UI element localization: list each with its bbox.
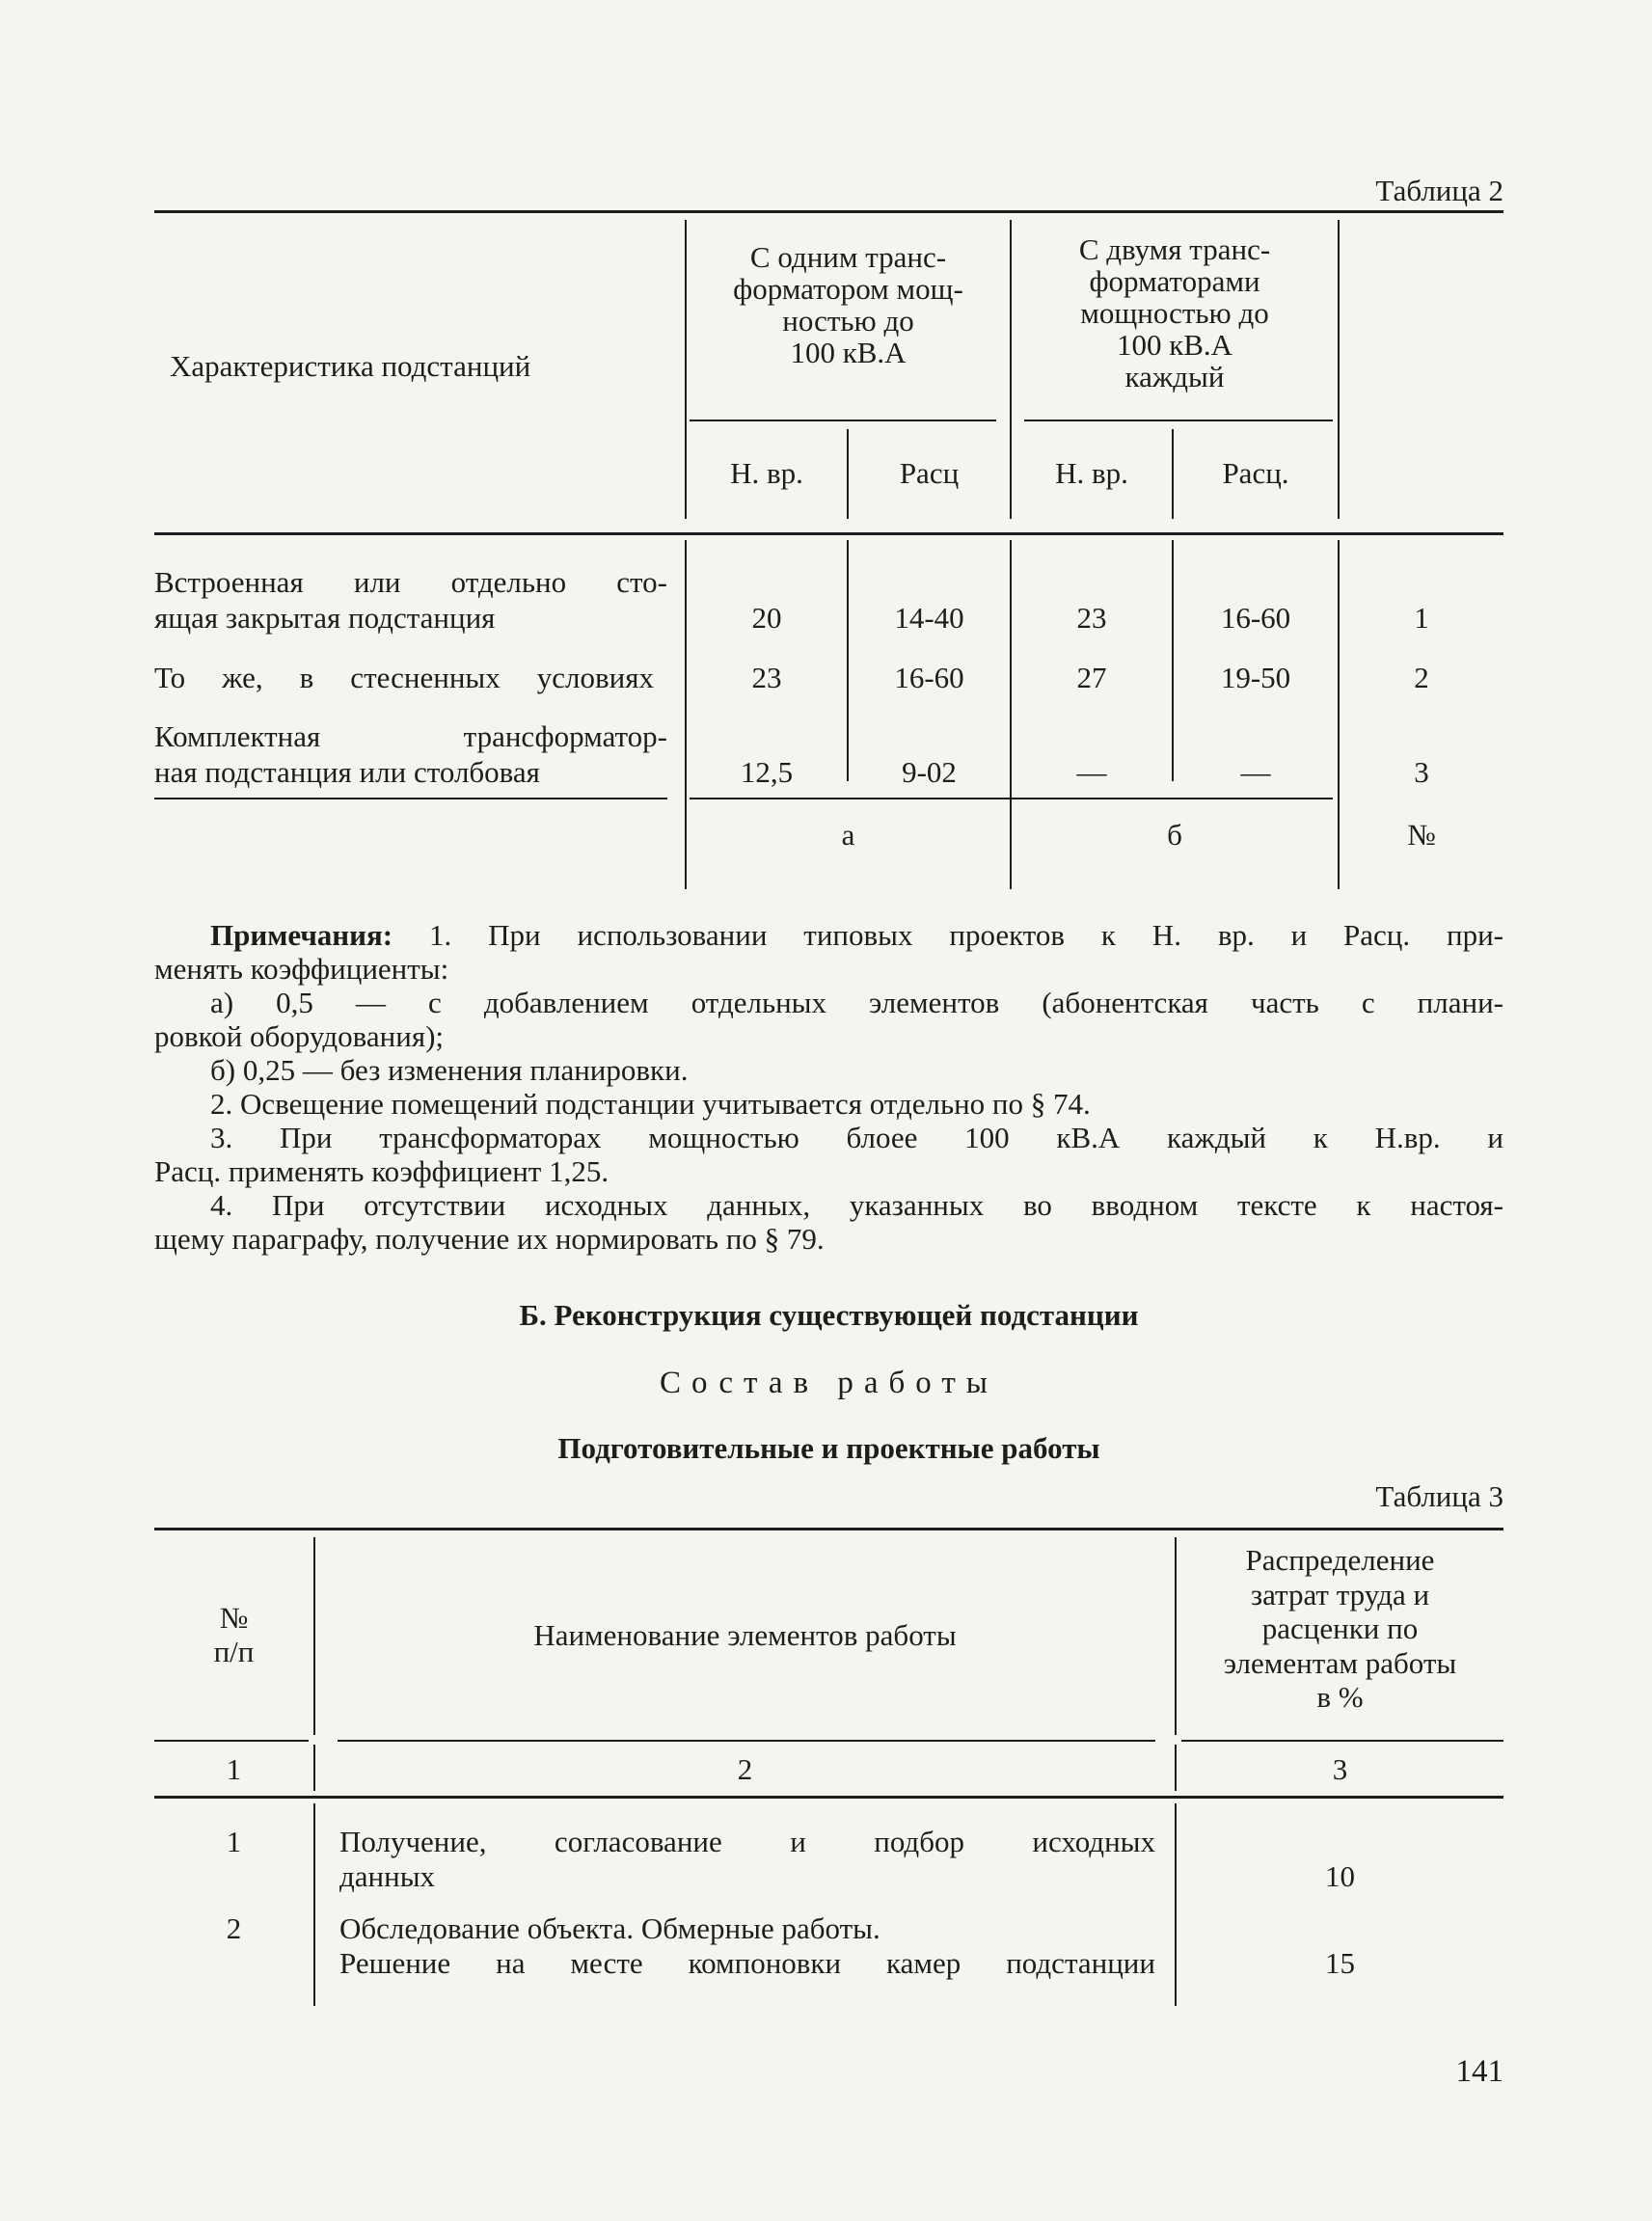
table2-column-label-number: № bbox=[1407, 818, 1436, 852]
table2-row1-nvr2: 23 bbox=[1076, 601, 1107, 635]
table2-row2-rasc1: 16-60 bbox=[894, 661, 964, 694]
table3-colnum-2: 2 bbox=[737, 1752, 753, 1786]
page-number: 141 bbox=[1455, 2054, 1503, 2089]
notes-line-7: 3. При трансформаторах мощностью блоее 100 кВ.А каждый к Н.вр. и bbox=[210, 1121, 1503, 1154]
table2-row3-nvr1: 12,5 bbox=[740, 755, 794, 789]
table2-row3-nvr2: — bbox=[1076, 755, 1107, 789]
table3-colnum-3: 3 bbox=[1332, 1752, 1348, 1786]
section-b-title: Б. Реконструкция существующей подстанции bbox=[519, 1298, 1139, 1332]
table3-row1-name-line1: Получение, согласование и подбор исходных bbox=[339, 1825, 1155, 1858]
table2-row3-number: 3 bbox=[1414, 755, 1429, 789]
table2-column-label-a: а bbox=[841, 818, 855, 852]
table2-subheader-nvr-2: Н. вр. bbox=[1055, 456, 1128, 490]
notes-line-4: ровкой оборудования); bbox=[154, 1019, 445, 1053]
table2-subheader-rasc-1: Расц bbox=[899, 456, 960, 490]
table3-row2-percent: 15 bbox=[1325, 1946, 1355, 1980]
notes-line-5: б) 0,25 — без изменения планировки. bbox=[210, 1053, 689, 1087]
table3-row1-percent: 10 bbox=[1325, 1859, 1355, 1893]
table2-header-two-transformers: С двумя транс- форматорами мощностью до 100 кВ.А каждый bbox=[1078, 232, 1271, 393]
table2-row3-name-line1: Комплектная трансформатор- bbox=[154, 719, 667, 753]
work-composition-title: Состав работы bbox=[660, 1366, 998, 1400]
table2-subheader-nvr-1: Н. вр. bbox=[730, 456, 803, 490]
table2-header-characteristic: Характеристика подстанций bbox=[170, 349, 531, 383]
notes-line-9: 4. При отсутствии исходных данных, указанных во вводном тексте к настоя- bbox=[210, 1188, 1503, 1222]
table3-caption: Таблица 3 bbox=[1375, 1479, 1503, 1513]
table2-row2-nvr2: 27 bbox=[1076, 661, 1107, 694]
table2-row1-name-line2: ящая закрытая подстанция bbox=[154, 601, 496, 635]
table2-subheader-rasc-2: Расц. bbox=[1222, 456, 1289, 490]
table3-row2-name-line1: Обследование объекта. Обмерные работы. bbox=[339, 1911, 880, 1945]
notes-text-1: 1. При использовании типовых проектов к Н. вр. и Расц. при- bbox=[429, 918, 1504, 952]
notes-line-1 bbox=[210, 918, 1503, 953]
table2-row1-rasc1: 14-40 bbox=[894, 601, 964, 635]
table2-row2-number: 2 bbox=[1414, 661, 1429, 694]
table2-row1-number: 1 bbox=[1414, 601, 1429, 635]
table3-row1-number: 1 bbox=[226, 1825, 242, 1858]
notes-line-10: щему параграфу, получение их нормировать по § 79. bbox=[154, 1222, 825, 1256]
table3-header-name: Наименование элементов работы bbox=[533, 1618, 957, 1652]
notes-line-6: 2. Освещение помещений подстанции учитывается отдельно по § 74. bbox=[210, 1087, 1091, 1121]
table2-row3-rasc2: — bbox=[1240, 755, 1271, 789]
table2-row2-nvr1: 23 bbox=[751, 661, 782, 694]
table2-caption: Таблица 2 bbox=[1375, 174, 1503, 207]
table2-header-one-transformer: С одним транс- форматором мощ- ностью до 100 кВ.А bbox=[733, 240, 963, 369]
table2-row2-name: То же, в стесненных условиях bbox=[154, 661, 654, 694]
table2-row1-name-line1: Встроенная или отдельно сто- bbox=[154, 565, 667, 599]
table2-row1-nvr1: 20 bbox=[751, 601, 782, 635]
preparatory-works-title: Подготовительные и проектные работы bbox=[557, 1431, 1100, 1465]
table3-row2-number: 2 bbox=[226, 1911, 242, 1945]
table3-header-distribution: Распределение затрат труда и расценки по элементам работы в % bbox=[1223, 1543, 1457, 1714]
table2-row3-rasc1: 9-02 bbox=[902, 755, 957, 789]
notes-line-3: а) 0,5 — с добавлением отдельных элементов (абонентская часть с плани- bbox=[210, 986, 1503, 1019]
table3-row2-name-line2: Решение на месте компоновки камер подстанции bbox=[339, 1946, 1155, 1980]
table2-row2-rasc2: 19-50 bbox=[1220, 661, 1291, 694]
table3-header-number: № п/п bbox=[213, 1601, 255, 1668]
notes-heading: Примечания: bbox=[210, 918, 393, 952]
table2-row3-name-line2: ная подстанция или столбовая bbox=[154, 755, 540, 789]
table2-column-label-b: б bbox=[1167, 818, 1182, 852]
table3-colnum-1: 1 bbox=[226, 1752, 242, 1786]
table2-row1-rasc2: 16-60 bbox=[1220, 601, 1291, 635]
table3-row1-name-line2: данных bbox=[339, 1859, 436, 1893]
notes-line-2: менять коэффициенты: bbox=[154, 952, 449, 986]
notes-line-8: Расц. применять коэффициент 1,25. bbox=[154, 1154, 609, 1188]
